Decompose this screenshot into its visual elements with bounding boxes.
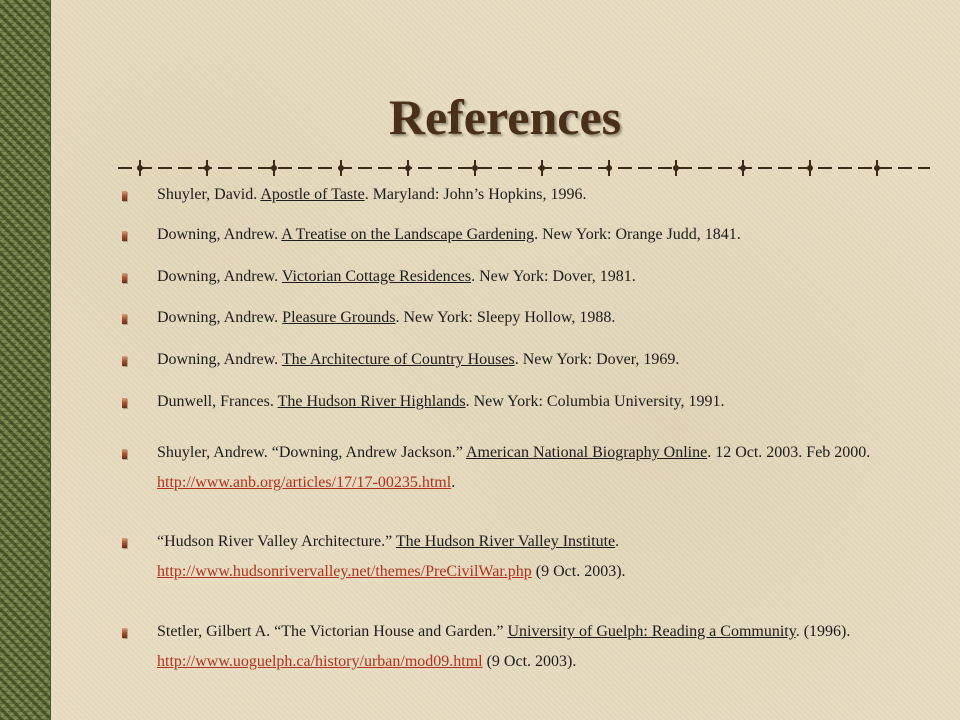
- reference-text: Downing, Andrew.: [157, 351, 282, 368]
- reference-title: Victorian Cottage Residences: [281, 268, 472, 285]
- reference-title: The Hudson River Highlands: [277, 393, 466, 410]
- bullet-icon: [122, 449, 127, 459]
- reference-title: The Architecture of Country Houses: [281, 351, 515, 368]
- reference-link[interactable]: http://www.anb.org/articles/17/17-00235.html: [157, 474, 452, 491]
- divider-tick: [206, 160, 208, 176]
- reference-text: . New York: Columbia University, 1991.: [465, 393, 725, 410]
- reference-item: [157, 387, 892, 417]
- divider-tick: [742, 160, 744, 176]
- reference-text: Downing, Andrew.: [157, 268, 282, 285]
- bullet-icon: [122, 273, 127, 283]
- reference-text: (9 Oct. 2003).: [482, 653, 577, 670]
- divider-tick: [876, 160, 878, 176]
- reference-text: . Maryland: John’s Hopkins, 1996.: [364, 186, 587, 203]
- divider-tick: [407, 160, 409, 176]
- bullet-icon: [122, 356, 127, 366]
- reference-text: Downing, Andrew.: [157, 226, 282, 243]
- reference-text: Shuyler, Andrew. “Downing, Andrew Jackson.”: [157, 444, 466, 461]
- reference-text: . (1996).: [795, 623, 851, 640]
- reference-text: . New York: Orange Judd, 1841.: [534, 226, 741, 243]
- reference-item: [157, 303, 892, 333]
- slide-title: References: [388, 89, 622, 145]
- decorative-left-border: [0, 0, 51, 720]
- reference-title: A Treatise on the Landscape Gardening: [281, 226, 535, 243]
- bullet-icon: [122, 398, 127, 408]
- reference-text: . New York: Dover, 1969.: [514, 351, 680, 368]
- reference-text: (9 Oct. 2003).: [531, 563, 626, 580]
- reference-link[interactable]: http://www.hudsonrivervalley.net/themes/PreCivilWar.php: [157, 563, 532, 580]
- divider-tick: [139, 160, 141, 176]
- reference-item: [157, 527, 892, 587]
- divider-tick: [541, 160, 543, 176]
- bullet-icon: [122, 314, 127, 324]
- reference-item: [157, 220, 892, 250]
- bullet-icon: [122, 538, 127, 548]
- reference-text: . New York: Sleepy Hollow, 1988.: [395, 309, 616, 326]
- reference-item: [157, 438, 892, 498]
- reference-text: .: [451, 474, 456, 491]
- reference-title: American National Biography Online: [465, 444, 708, 461]
- bullet-icon: [122, 231, 127, 241]
- reference-title: University of Guelph: Reading a Community: [507, 623, 796, 640]
- reference-title: The Hudson River Valley Institute: [395, 533, 616, 550]
- divider-tick: [273, 160, 275, 176]
- title-divider: [118, 160, 930, 176]
- reference-text: . 12 Oct. 2003. Feb 2000.: [707, 444, 871, 461]
- reference-title: Apostle of Taste: [260, 186, 365, 203]
- divider-tick: [608, 160, 610, 176]
- reference-item: [157, 180, 892, 210]
- reference-text: Shuyler, David.: [157, 186, 261, 203]
- reference-title: Pleasure Grounds: [282, 309, 396, 326]
- bullet-icon: [122, 628, 127, 638]
- reference-text: . New York: Dover, 1981.: [471, 268, 636, 285]
- reference-text: Downing, Andrew.: [157, 309, 283, 326]
- reference-item: [157, 262, 892, 292]
- reference-text: Dunwell, Frances.: [157, 393, 278, 410]
- divider-tick: [675, 160, 677, 176]
- reference-item: [157, 345, 892, 375]
- reference-text: “Hudson River Valley Architecture.”: [157, 533, 396, 550]
- divider-tick: [474, 160, 476, 176]
- divider-tick: [809, 160, 811, 176]
- reference-text: Stetler, Gilbert A. “The Victorian House and Garden.”: [157, 623, 508, 640]
- divider-tick: [340, 160, 342, 176]
- reference-link[interactable]: http://www.uoguelph.ca/history/urban/mod09.html: [157, 653, 483, 670]
- reference-item: [157, 617, 892, 677]
- bullet-icon: [122, 191, 127, 201]
- reference-text: .: [615, 533, 620, 550]
